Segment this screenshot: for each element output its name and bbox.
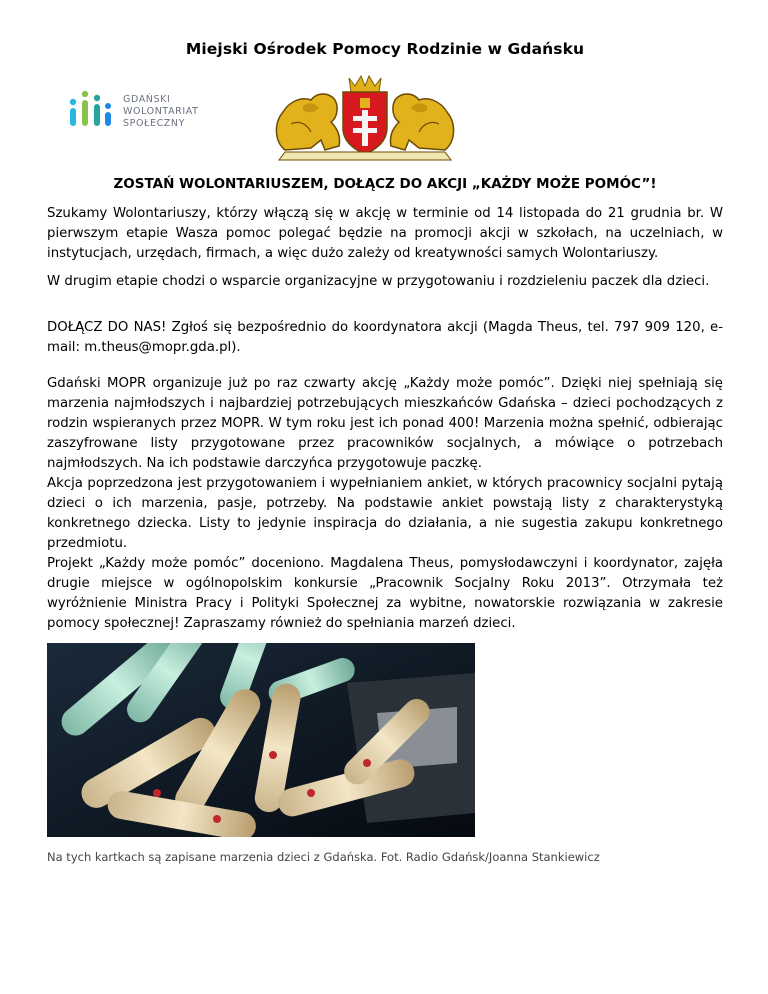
- volunteer-logo-text: [123, 94, 199, 130]
- paragraph-text: Szukamy Wolontariuszy, którzy włączą się w akcję w terminie od 14 listopada do 21 grudnia br. W pierwszym etapie Wasza pomoc polegać będzie na promocji akcji w szkołach, na uczelniach, w instytucjach, urzędach, firmach, a więc dużo zależy od kreatywności samych Wolontariuszy.: [47, 206, 723, 261]
- paragraph-second-stage: [47, 272, 723, 292]
- gdansk-coat-of-arms-icon: [245, 72, 485, 164]
- paragraph-text: DOŁĄCZ DO NAS! Zgłoś się bezpośrednio do koordynatora akcji (Magda Theus, tel. 797 909 120, e-mail: m.theus@mopr.gda.pl).: [47, 320, 723, 355]
- photo-caption: Na tych kartkach są zapisane marzenia dzieci z Gdańska. Fot. Radio Gdańsk/Joanna Stankiewicz: [47, 850, 600, 864]
- paragraph-contact: [47, 318, 723, 358]
- paragraph-text: Projekt „Każdy może pomóc” doceniono. Magdalena Theus, pomysłodawczyni i koordynator, zajęła drugie miejsce w ogólnopolskim konkursie „Pracownik Socjalny Roku 2013”. Otrzymała też wyróżnienie Ministra Pracy i Polityki Społecznej za wybitne, nowatorskie rozwiązania w zakresie pomocy społecznej! Zapraszamy również do spełniania marzeń dzieci.: [47, 556, 723, 631]
- headline-part-2: , DOŁĄCZ DO AKCJI „KAŻDY MOŻE POMÓC: [323, 176, 642, 192]
- paragraph-recruitment: [47, 204, 723, 264]
- headline-part-3: ”!: [641, 176, 657, 192]
- rolled-letters-illustration: [47, 643, 475, 837]
- page-title: Miejski Ośrodek Pomocy Rodzinie w Gdańsku: [185, 40, 585, 58]
- volunteer-logo: [67, 88, 237, 132]
- paragraph-about-campaign: [47, 374, 723, 634]
- logo-line-2: WOLONTARIAT: [123, 106, 199, 117]
- logo-line-1: GDAŃSKI: [123, 94, 171, 105]
- logo-line-3: SPOŁECZNY: [123, 118, 186, 129]
- people-dots-icon: [67, 88, 113, 132]
- paragraph-text: Akcja poprzedzona jest przygotowaniem i wypełnianiem ankiet, w których pracownicy socjalni pytają dzieci o ich marzenia, pasje, potrzeby. Na podstawie ankiet powstają listy z charakterystyką konkretnego dziecka. Listy to jedynie inspiracja do działania, a nie sugestia zakupu konkretnego przedmiotu.: [47, 476, 723, 551]
- headline-part-1: ZOSTAŃ WOLONTARIUSZEM: [113, 176, 324, 192]
- call-to-action-headline: [47, 176, 723, 192]
- paragraph-text: Gdański MOPR organizuje już po raz czwarty akcję „Każdy może pomóc”. Dzięki niej spełniają się marzenia najmłodszych i najbardziej potrzebujących mieszkańców Gdańska – dzieci pochodzących z rodzin wspieranych przez MOPR. W tym roku jest ich ponad 400! Marzenia można spełnić, odbierając zaszyfrowane listy przygotowane przez pracowników socjalnych, a mówiące o potrzebach najmłodszych. Na ich podstawie darczyńca przygotowuje paczkę.: [47, 376, 723, 471]
- rolled-letters-photo: [47, 643, 475, 837]
- paragraph-text: W drugim etapie chodzi o wsparcie organizacyjne w przygotowaniu i rozdzieleniu paczek dla dzieci.: [47, 274, 710, 289]
